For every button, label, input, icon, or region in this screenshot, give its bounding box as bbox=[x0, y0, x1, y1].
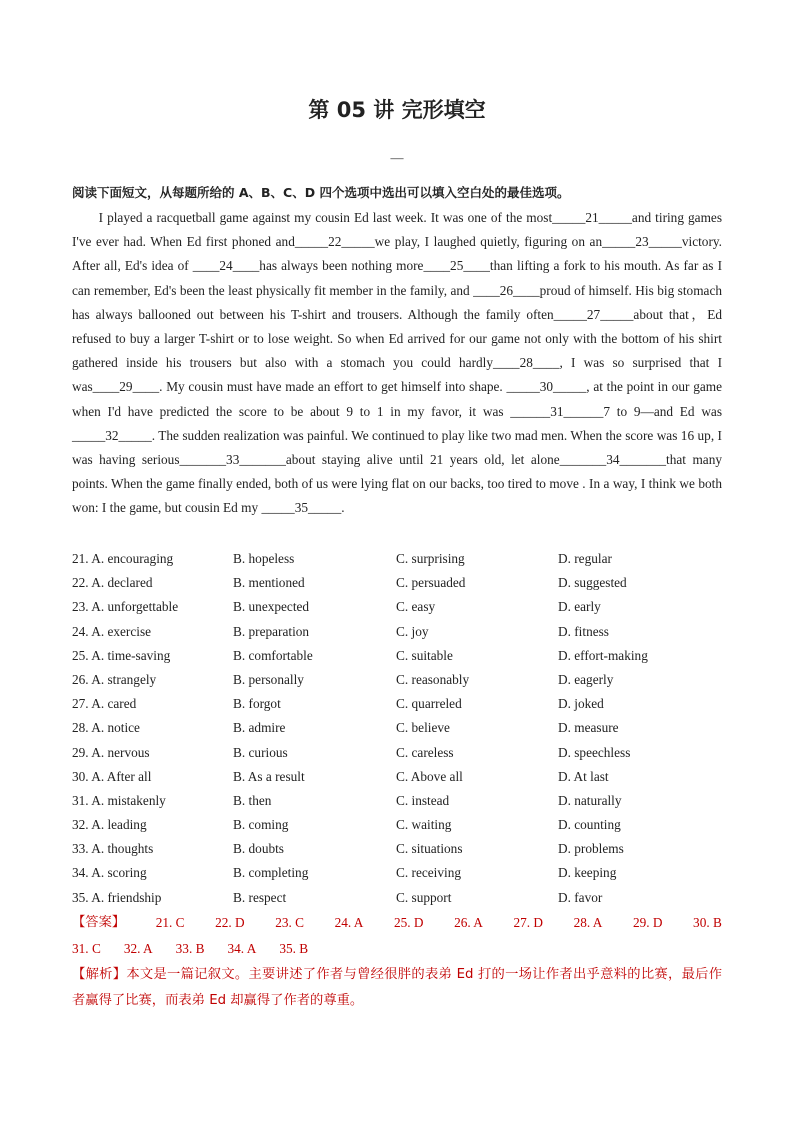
option-row bbox=[72, 668, 732, 692]
option-cell: 33. A. thoughts bbox=[72, 841, 154, 857]
option-cell: D. keeping bbox=[558, 865, 617, 881]
answer-item: 25. D bbox=[393, 915, 424, 930]
option-cell: B. hopeless bbox=[233, 551, 295, 566]
option-cell: C. believe bbox=[396, 720, 450, 736]
answer-item: 24. A bbox=[334, 915, 364, 930]
answer-item: 31. C bbox=[72, 941, 101, 956]
option-row bbox=[72, 644, 732, 668]
option-cell: C. support bbox=[396, 889, 452, 905]
answer-item: 23. C bbox=[275, 915, 305, 930]
option-cell: 34. A. scoring bbox=[72, 865, 147, 881]
answer-section bbox=[72, 910, 722, 962]
analysis-section bbox=[72, 962, 722, 1014]
option-cell: 32. A. leading bbox=[72, 817, 147, 833]
option-cell: 24. A. exercise bbox=[72, 623, 152, 639]
answer-item: 33. B bbox=[175, 941, 205, 956]
option-cell: C. quarreled bbox=[396, 696, 462, 712]
option-cell: B. doubts bbox=[233, 841, 284, 857]
option-cell: D. speechless bbox=[558, 744, 631, 760]
option-cell: D. early bbox=[558, 599, 601, 615]
option-row bbox=[72, 692, 732, 716]
option-cell: B. unexpected bbox=[233, 599, 310, 615]
option-cell: D. naturally bbox=[558, 792, 622, 808]
analysis-label: 【解析】 bbox=[72, 967, 127, 982]
option-cell: D. measure bbox=[558, 720, 619, 736]
option-cell: C. persuaded bbox=[396, 575, 466, 591]
option-cell: 35. A. friendship bbox=[72, 889, 162, 905]
option-cell: B. personally bbox=[233, 671, 304, 687]
option-row bbox=[72, 595, 732, 619]
option-row bbox=[72, 741, 732, 765]
option-cell: D. eagerly bbox=[558, 671, 614, 687]
answer-item: 30. B bbox=[693, 915, 722, 930]
divider: — bbox=[390, 150, 404, 165]
option-cell: C. easy bbox=[396, 599, 436, 615]
answer-row-1 bbox=[72, 910, 722, 936]
option-cell: D. joked bbox=[558, 696, 604, 712]
option-cell: B. mentioned bbox=[233, 575, 305, 591]
option-row bbox=[72, 571, 732, 595]
option-row bbox=[72, 861, 732, 885]
option-cell: C. reasonably bbox=[396, 671, 470, 687]
option-cell: B. comfortable bbox=[233, 647, 313, 663]
option-row bbox=[72, 620, 732, 644]
answer-item: 21. C bbox=[155, 915, 185, 930]
option-cell: D. counting bbox=[558, 817, 621, 833]
option-cell: C. suitable bbox=[396, 647, 453, 663]
passage-text: I played a racquetball game against my cousin Ed last week. It was one of the most_____21_____and tiring games I've ever had. When Ed first phoned and_____22_____we play, I laughed quietly, figuring on an_____23_____victory. After all, Ed's idea of ____24____has always been nothing more____25____than lifting a fork to his mouth. As far as I can remember, Ed's been the least physically fit member in the family, and ____26____proud of himself. His big stomach has always ballooned out between his T-shirt and trousers. Although the family often_____27_____about that，Ed refused to buy a larger T-shirt or to lose weight. So when Ed arrived for our game not only with the bottom of his shirt gathered inside his trousers but also with a stomach you could hardly____28____, I was so surprised that I was____29____. My cousin must have made an effort to get himself into shape. _____30_____, at the point in our game when I'd have predicted the score to be about 9 to 1 in my favor, it was ______31______7 to 9—and Ed was _____32_____. The sudden realization was painful. We continued to play like two mad men. When the score was 16 up, I was having serious_______33_______about staying alive until 21 years old, let alone_______34_______that many points. When the game finally ended, both of us were lying flat on our backs, too tired to move . In a way, I think we both won: I the game, but cousin Ed my _____35_____. bbox=[72, 210, 722, 516]
option-row bbox=[72, 789, 732, 813]
option-cell: 23. A. unforgettable bbox=[72, 599, 179, 615]
answer-row-2 bbox=[72, 936, 722, 962]
option-cell: B. respect bbox=[233, 889, 287, 905]
option-row bbox=[72, 813, 732, 837]
page-title: 第 05 讲 完形填空 bbox=[308, 98, 486, 122]
answer-item: 27. D bbox=[513, 915, 544, 930]
option-cell: D. regular bbox=[558, 551, 612, 566]
option-cell: C. instead bbox=[396, 792, 450, 808]
answer-item: 35. B bbox=[279, 941, 309, 956]
answer-item: 34. A bbox=[227, 941, 257, 956]
option-cell: D. problems bbox=[558, 841, 624, 857]
answer-item: 29. D bbox=[632, 915, 663, 930]
answer-item: 28. A bbox=[573, 915, 603, 930]
option-cell: B. then bbox=[233, 792, 272, 808]
option-cell: B. coming bbox=[233, 817, 289, 833]
option-row bbox=[72, 886, 732, 910]
instruction: 阅读下面短文，从每题所给的 A、B、C、D 四个选项中选出可以填入空白处的最佳选项。 bbox=[72, 185, 570, 200]
option-cell: B. curious bbox=[233, 744, 288, 760]
option-cell: C. Above all bbox=[396, 768, 463, 784]
option-cell: C. situations bbox=[396, 841, 463, 857]
option-cell: B. preparation bbox=[233, 623, 310, 639]
option-cell: 29. A. nervous bbox=[72, 744, 150, 760]
option-row bbox=[72, 547, 732, 571]
option-cell: B. As a result bbox=[233, 768, 305, 784]
option-cell: 22. A. declared bbox=[72, 575, 153, 591]
option-cell: 27. A. cared bbox=[72, 696, 137, 712]
option-cell: D. effort-making bbox=[558, 647, 648, 663]
answer-item: 26. A bbox=[454, 915, 483, 930]
option-cell: 28. A. notice bbox=[72, 720, 140, 736]
option-cell: D. suggested bbox=[558, 575, 627, 591]
option-row bbox=[72, 716, 732, 740]
answer-item: 22. D bbox=[215, 915, 245, 930]
option-cell: B. completing bbox=[233, 865, 309, 881]
option-row bbox=[72, 765, 732, 789]
option-row bbox=[72, 837, 732, 861]
option-cell: B. forgot bbox=[233, 696, 281, 712]
answer-item: 32. A bbox=[123, 941, 153, 956]
option-cell: B. admire bbox=[233, 720, 286, 736]
option-cell: C. waiting bbox=[396, 817, 452, 833]
option-cell: 30. A. After all bbox=[72, 768, 152, 784]
option-cell: C. careless bbox=[396, 744, 454, 760]
option-cell: 31. A. mistakenly bbox=[72, 792, 166, 808]
option-cell: 26. A. strangely bbox=[72, 671, 157, 687]
option-cell: D. favor bbox=[558, 889, 603, 905]
option-cell: C. receiving bbox=[396, 865, 461, 881]
option-cell: C. joy bbox=[396, 623, 429, 639]
answer-label: 【答案】 bbox=[72, 915, 126, 930]
option-cell: 25. A. time-saving bbox=[72, 647, 171, 663]
option-cell: 21. A. encouraging bbox=[72, 551, 174, 566]
option-cell: C. surprising bbox=[396, 551, 465, 566]
options-list bbox=[72, 547, 732, 910]
option-cell: D. At last bbox=[558, 768, 609, 784]
option-cell: D. fitness bbox=[558, 623, 609, 639]
analysis-text: 本文是一篇记叙文。主要讲述了作者与曾经很胖的表弟 Ed 打的一场让作者出乎意料的比赛，最后作者赢得了比赛，而表弟 Ed 却赢得了作者的尊重。 bbox=[72, 967, 723, 1008]
